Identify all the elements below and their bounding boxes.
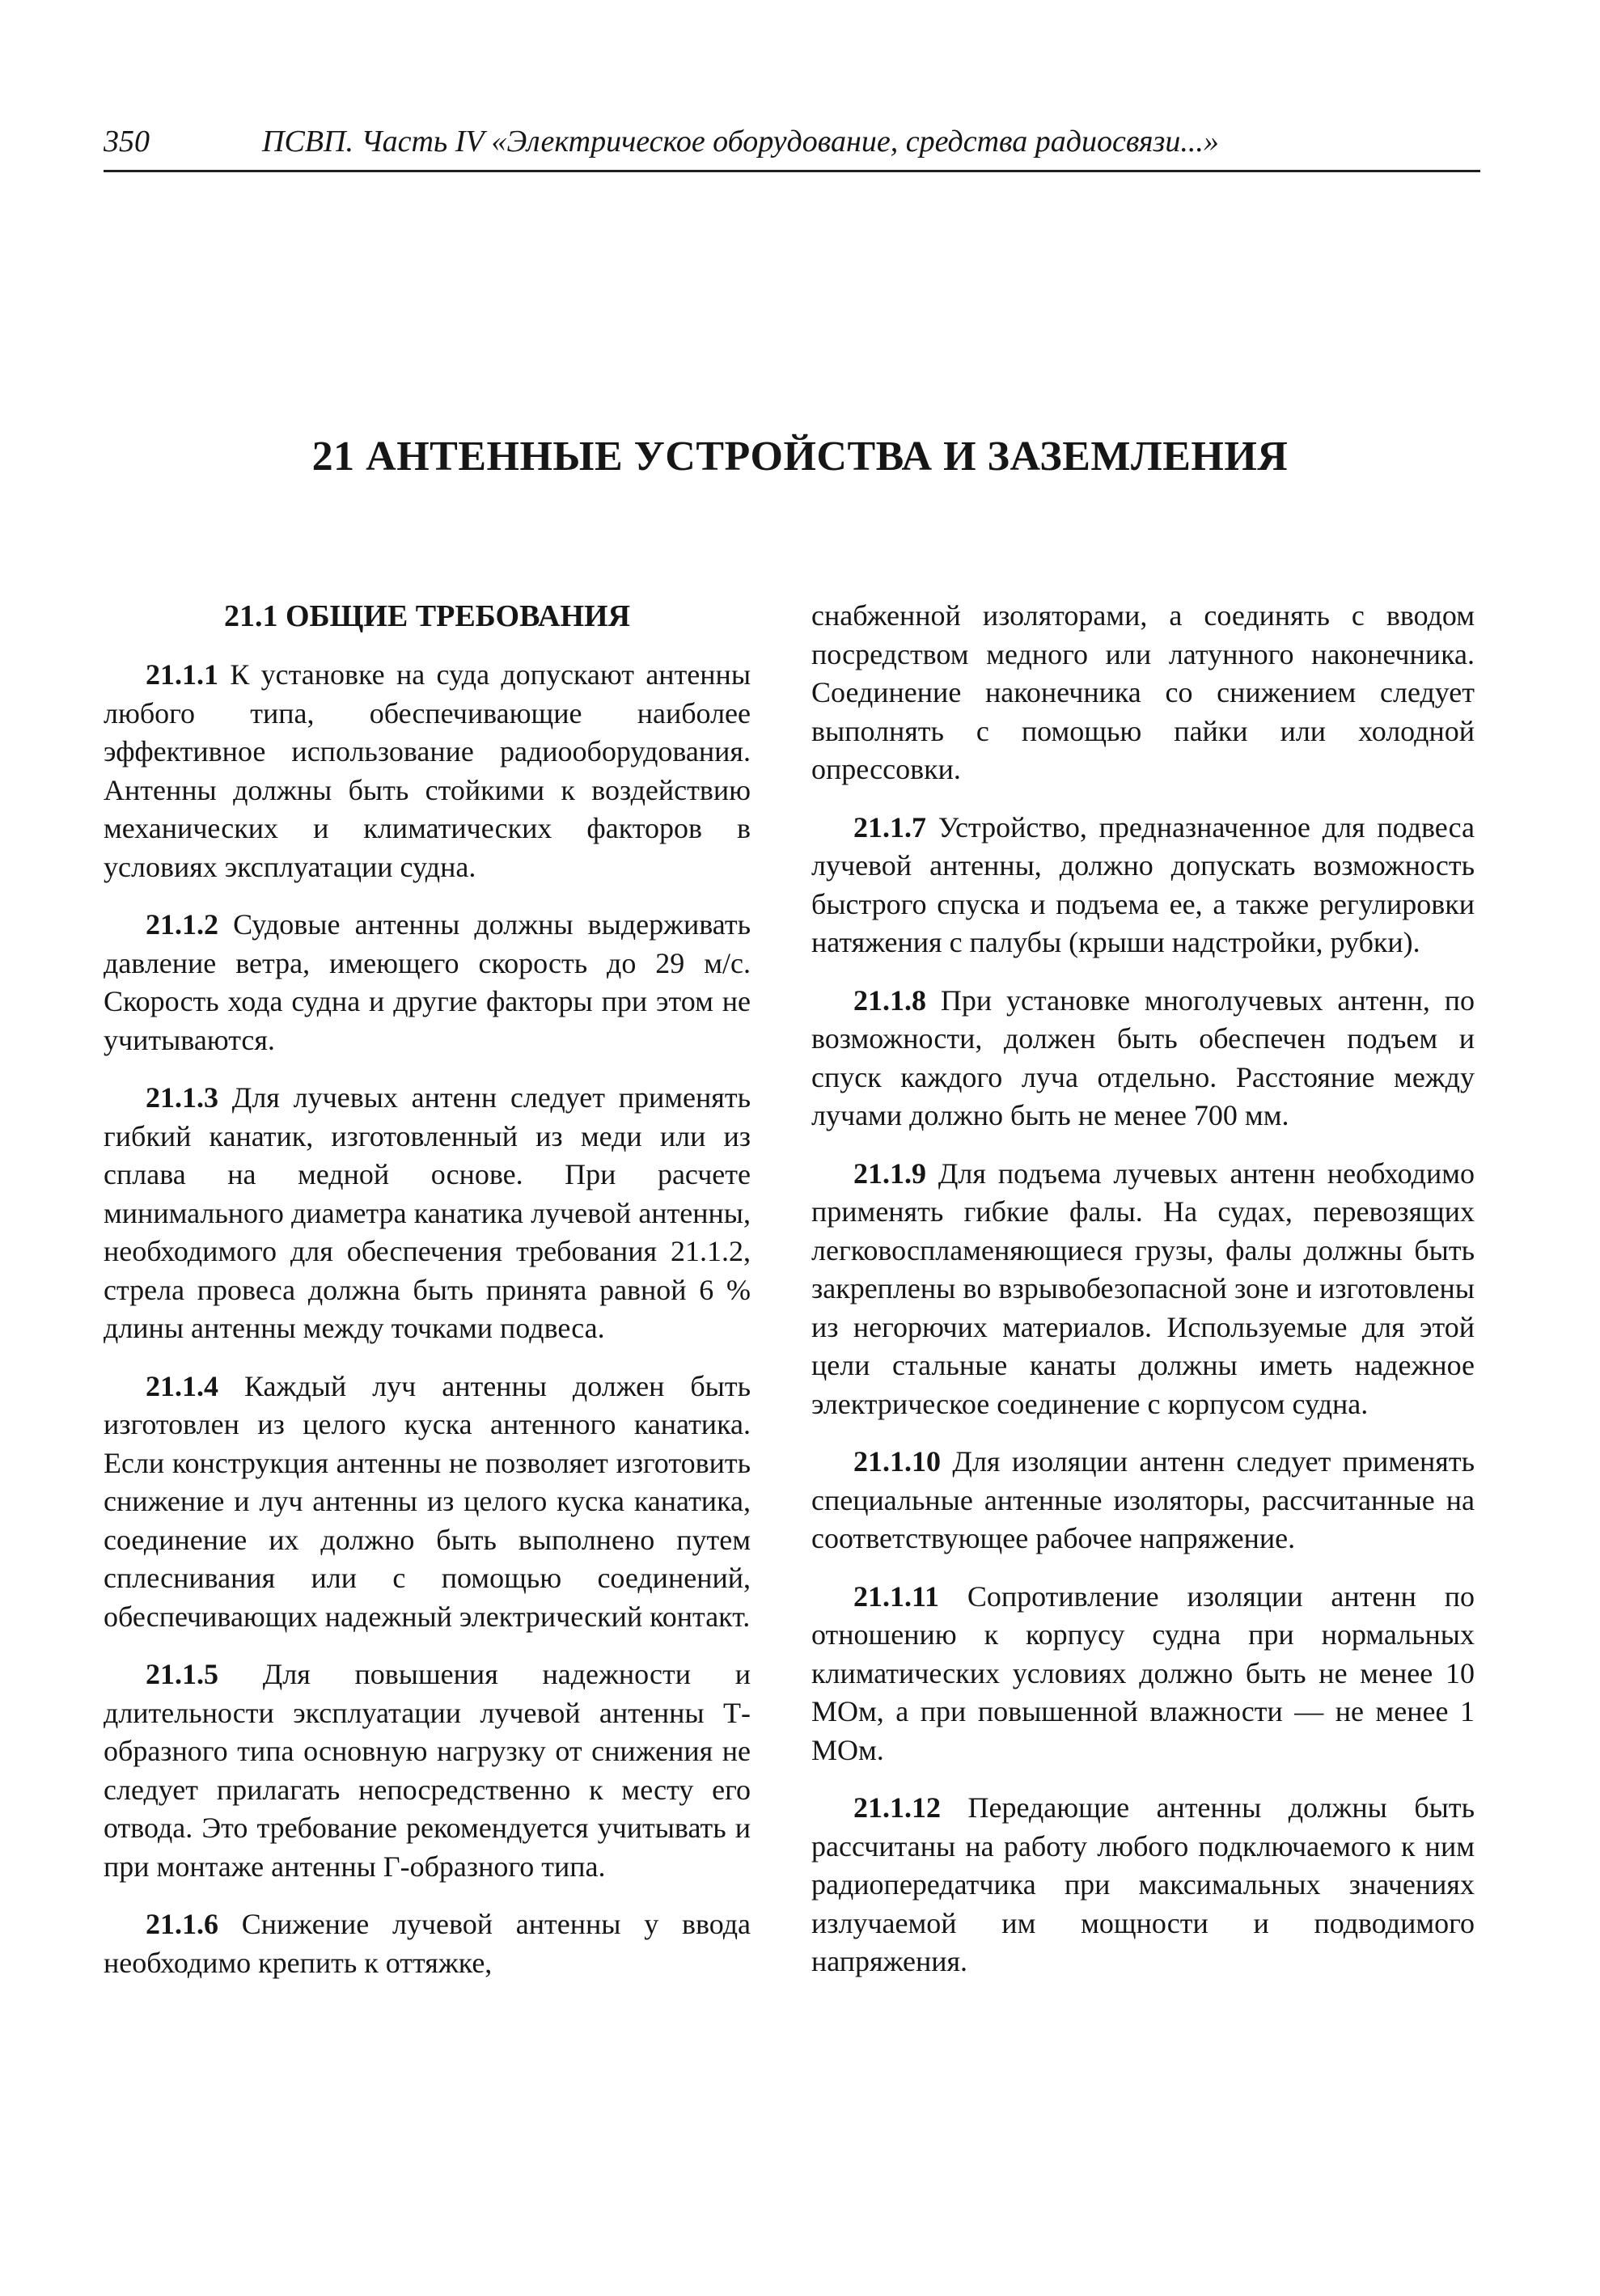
paragraph-text: Для подъема лучевых антенн необходимо применять гибкие фалы. На судах, перевозящих легковоспламеняющиеся грузы, фалы должны быть закреплены во взрывобезопасной зоне и изготовлены из негорючих материалов. Используемые для этой цели стальные канаты должны иметь надежное электрическое соединение с корпусом судна. [811, 1156, 1475, 1420]
paragraph-text: Снижение лучевой антенны у ввода необходимо крепить к оттяжке, [104, 1908, 751, 1979]
page-number: 350 [104, 125, 150, 159]
paragraph [104, 906, 751, 1059]
paragraph-number: 21.1.10 [853, 1445, 941, 1478]
paragraph [811, 1578, 1475, 1770]
paragraph [104, 1079, 751, 1348]
paragraph-number: 21.1.11 [853, 1579, 940, 1613]
paragraph-text: Передающие антенны должны быть рассчитаны на работу любого подключаемого к ним радиопередатчика при максимальных значениях излучаемой им мощности и подводимого напряжения. [811, 1791, 1475, 1977]
paragraph-number: 21.1.7 [853, 810, 926, 844]
paragraph-number: 21.1.8 [853, 983, 926, 1017]
paragraph [104, 1368, 751, 1637]
paragraph-number: 21.1.1 [146, 658, 218, 691]
paragraph [811, 1789, 1475, 1981]
paragraph-text: снабженной изоляторами, а соединять с вводом посредством медного или латунного наконечника. Соединение наконечника со снижением следует выполнять с помощью пайки или холодной опрессовки. [811, 599, 1475, 785]
paragraph-number: 21.1.9 [853, 1156, 926, 1190]
paragraph-text: Сопротивление изоляции антенн по отношению к корпусу судна при нормальных климатических условиях должно быть не менее 10 МОм, а при повышенной влажности — не менее 1 МОм. [811, 1579, 1475, 1766]
paragraph-text: Каждый луч антенны должен быть изготовлен из целого куска антенного канатика. Если конструкция антенны не позволяет изготовить снижение и луч антенны из целого куска канатика, соединение их должно быть выполнено путем сплеснивания или с помощью соединений, обеспечивающих надежный электрический контакт. [104, 1369, 751, 1633]
page-header [104, 113, 1480, 172]
paragraph-number: 21.1.3 [146, 1081, 218, 1114]
paragraph [104, 656, 751, 886]
paragraph [811, 982, 1475, 1135]
paragraph-text: При установке многолучевых антенн, по возможности, должен быть обеспечен подъем и спуск каждого луча отдельно. Расстояние между лучами должно быть не менее 700 мм. [811, 983, 1475, 1131]
paragraph-number: 21.1.6 [146, 1908, 218, 1940]
paragraph [811, 1155, 1475, 1424]
paragraph [811, 809, 1475, 962]
paragraph [104, 1905, 751, 1982]
section-title: 21.1 ОБЩИЕ ТРЕБОВАНИЯ [223, 599, 631, 633]
paragraph [104, 1655, 751, 1886]
paragraph-text: Для повышения надежности и длительности эксплуатации лучевой антенны Т-образного типа основную нагрузку от снижения не следует прилагать непосредственно к месту его отвода. Это требование рекомендуется учитывать и при монтаже антенны Г-образного типа. [104, 1658, 751, 1883]
paragraph-text: Судовые антенны должны выдерживать давление ветра, имеющего скорость до 29 м/с. Скорость хода судна и другие факторы при этом не учитываются. [104, 908, 751, 1056]
paragraph-text: Для лучевых антенн следует применять гибкий канатик, изготовленный из меди или из сплава на медной основе. При расчете минимального диаметра канатика лучевой антенны, необходимого для обеспечения требования 21.1.2, стрела провеса должна быть принята равной 6 % длины антенны между точками подвеса. [104, 1081, 751, 1344]
paragraph-number: 21.1.2 [146, 908, 218, 941]
left-column [104, 597, 751, 2002]
paragraph-number: 21.1.12 [853, 1791, 941, 1824]
paragraph-text: К установке на суда допускают антенны любого типа, обеспечивающие наиболее эффективное использование радиооборудования. Антенны должны быть стойкими к воздействию механических и климатических факторов в условиях эксплуатации судна. [104, 658, 751, 883]
paragraph-text: Для изоляции антенн следует применять специальные антенные изоляторы, рассчитанные на соответствующее рабочее напряжение. [811, 1445, 1475, 1554]
paragraph [811, 1443, 1475, 1558]
paragraph-number: 21.1.4 [146, 1369, 218, 1402]
paragraph-number: 21.1.5 [146, 1658, 218, 1690]
chapter-title: 21 АНТЕННЫЕ УСТРОЙСТВА И ЗАЗЕМЛЕНИЯ [311, 433, 1289, 480]
running-title: ПСВП. Часть IV «Электрическое оборудование, средства радиосвязи...» [262, 125, 1219, 159]
right-column [811, 597, 1475, 2001]
paragraph-text: Устройство, предназначенное для подвеса лучевой антенны, должно допускать возможность быстрого спуска и подъема ее, а также регулировки натяжения с палубы (крыши надстройки, рубки). [811, 810, 1475, 958]
paragraph-continuation [811, 597, 1475, 789]
